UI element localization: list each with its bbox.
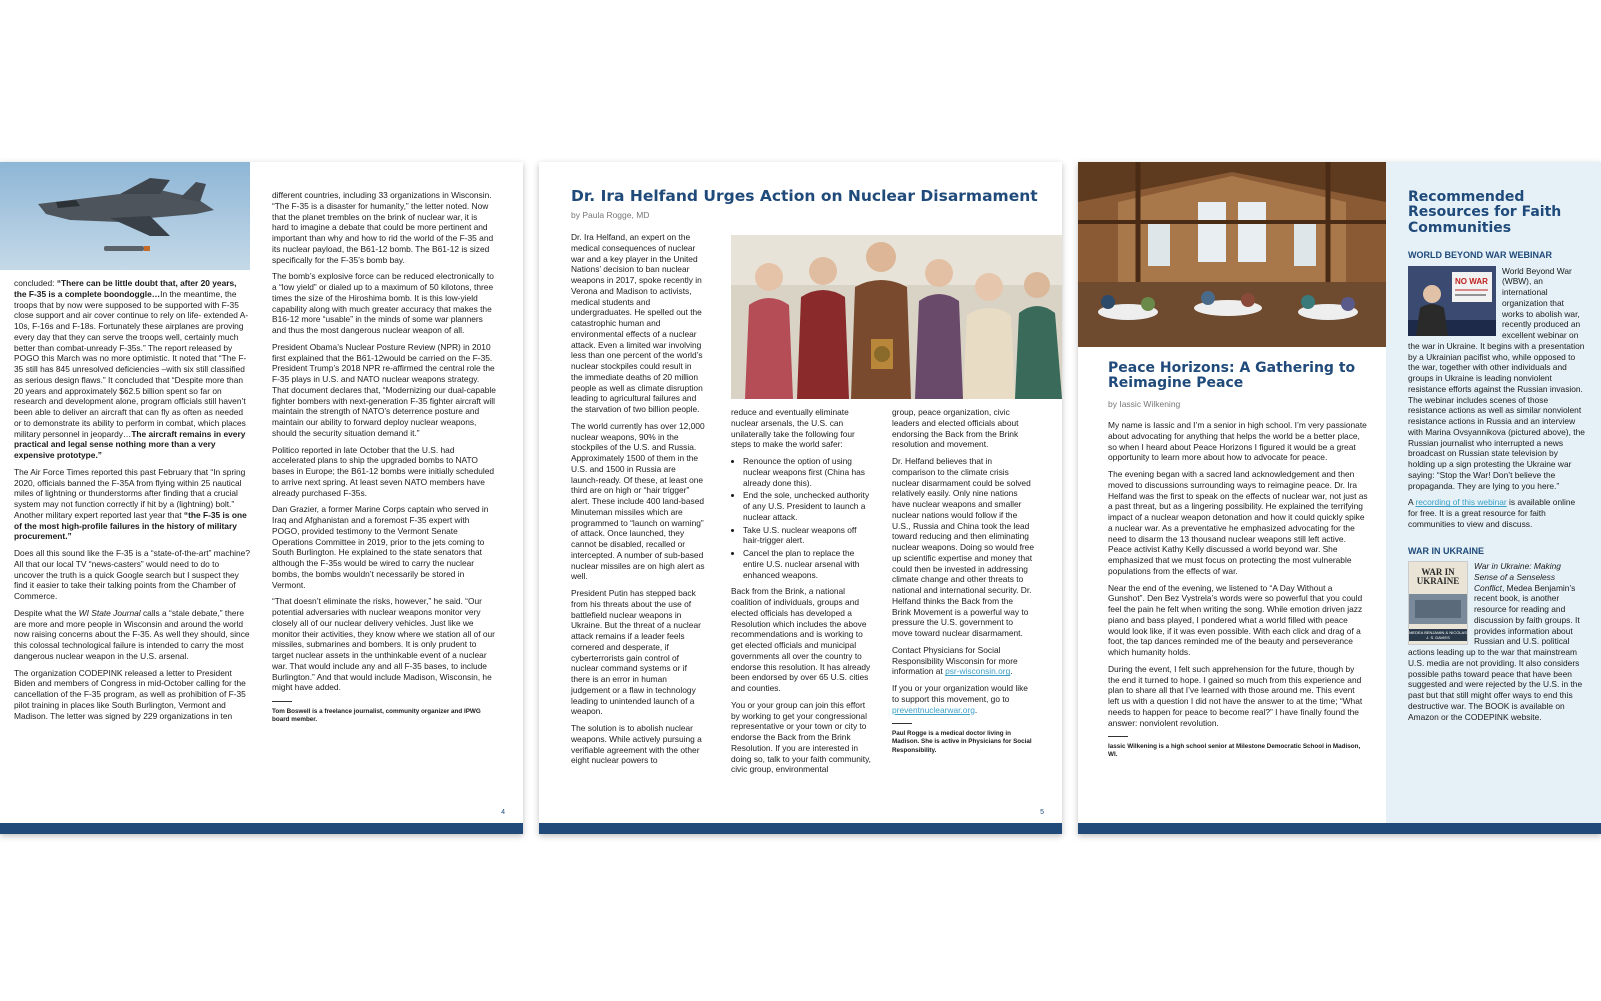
paragraph: “That doesn’t eliminate the risks, however,” he said. “Our potential adversaries with nuclear weapons monitor very closely all of our nuclear delivery vehicles. Just like we monitor their activities, they know where we station all of our missiles, submarines and bombers. It is only prudent to target nuclear assets in the unthinkable event of a nuclear war. That would include any and all F-35 bases, to include Burlington.” And that would include Madison, Wisconsin, he might have added. — [272, 596, 495, 693]
paragraph: Dr. Helfand believes that in comparison to the climate crisis nuclear disarmament could be solved relatively easily. Only nine nations have nuclear weapons and smaller nuclear nations would follow if the U.S., Russia and China took the lead toward reducing and then eliminating nuclear weapons. Doing so would free up scientific expertise and money that could then be invested in addressing climate change and other threats to national and international security. Dr. Helfand thinks the Back from the Brink Movement is a powerful way to pressure the U.S. government to move toward nuclear disarmament. — [892, 456, 1034, 638]
page6-column — [1108, 420, 1368, 760]
paragraph: The solution is to abolish nuclear weapons. While actively pursuing a verifiable agreement with the other eight nuclear powers to — [571, 723, 702, 766]
group-photo — [731, 235, 1062, 399]
sidebar-section-webinar — [1408, 250, 1586, 728]
list-item: • Renounce the option of using nuclear weapons first (China has already done this). — [743, 456, 871, 488]
list-item: • Take U.S. nuclear weapons off hair-trigger alert. — [743, 525, 871, 547]
paragraph: Does all this sound like the F-35 is a “state-of-the-art” machine? All that our local TV “news-casters” would need to do to uncover the truth is a quick Google search but I suspect they find it easier to take their talking points from the Chamber of Commerce. — [14, 548, 251, 601]
article-title: Dr. Ira Helfand Urges Action on Nuclear Disarmament — [571, 187, 1038, 205]
divider — [272, 701, 292, 702]
paragraph: My name is Iassic and I’m a senior in high school. I’m very passionate about advocating for anything that helps the world be a better place, so when I heard about Peace Horizons I figured it would be a great opportunity to learn more about how to advocate for peace. — [1108, 420, 1367, 463]
paragraph: Dan Grazier, a former Marine Corps captain who served in Iraq and Afghanistan and a foremost F-35 expert with POGO, provided testimony to the Vermont Senate Operations Committee in 2019, prior to the jets coming to South Burlington. He explained to the state senators that although the F-35s would be wired to carry the nuclear bombs, the bombs wouldn’t necessarily be stored in Vermont. — [272, 504, 489, 590]
footer-bar — [1078, 823, 1601, 834]
f35-jet-photo — [0, 162, 250, 270]
paragraph: The bomb’s explosive force can be reduced electronically to a “low yield” or dialed up to a maximum of 50 kilotons, three times the size of the Hiroshima bomb. It is this low-yield capability along with much greater accuracy that makes the B16-12 more “usable” in the minds of some war planners and thus the most dangerous nuclear weapon of all. — [272, 271, 494, 335]
paragraph: group, peace organization, civic leaders and elected officials about endorsing the Back from the Brink resolution and movement. — [892, 407, 1019, 450]
page-6 — [1078, 162, 1601, 834]
resources-sidebar — [1386, 162, 1601, 823]
paragraph: concluded: “There can be little doubt that, after 20 years, the F-35 is a complete boondoggle…In the meantime, the troops that by now were supposed to be supported with F-35 close support and air cover continue to rely on life- extended A-10s, F-16s and F-18s. Fortunately these airplanes are proving every day that they can serve the troops well, certainly much better than combat-unready F-35s.” The report released by POGO this March was no more optimistic. It noted that “The F-35 still has 845 unresolved deficiencies –with six still classified as serious design flaws.” It concluded that “Despite more than 20 years and approximately $62.5 billion spent so far on research and development alone, program officials still haven’t been able to deliver an aircraft that can fly as often as needed or to demonstrate its ability to perform in combat, which places military personnel in jeopardy…The aircraft remains in every practical and legal sense nothing more than a very expensive prototype.” — [14, 278, 249, 460]
author-bio: Paul Rogge is a medical doctor living in Madison. She is active in Physicians for Social Responsibility. — [892, 730, 1032, 754]
paragraph: The organization CODEPINK released a letter to President Biden and members of Congress in mid-October calling for the cancellation of the F-35 program, as well as prohibition of F-35 pilot training in places like South Burlington, Vermont and Madison. The letter was signed by 229 organizations in ten — [14, 667, 246, 721]
paragraph: If you or your organization would like to support this movement, go to preventnuclearwar.org. — [892, 683, 1028, 715]
byline: by Iassic Wilkening — [1108, 399, 1181, 409]
sidebar-title: Recommended Resources for Faith Communities — [1408, 189, 1562, 236]
page5-column-2 — [731, 407, 871, 781]
paragraph: Near the end of the evening, we listened to “A Day Without a Gunshot”. Den Bez Vystrela’s words were so powerful that you could feel the pain he felt when writing the song. While emotion driven jazz piano and bass played, I pondered what a world filled with peace would look like, if it was even possible. With each click and drag of a foot, the tap dances reminded me of the beauty and perseverance which humanity holds. — [1108, 582, 1363, 657]
paragraph: The Air Force Times reported this past February that “In spring 2020, officials banned the F-35A from flying within 25 nautical miles of lightning or thunderstorms after finding that a crucial system may not function correctly if hit by a (lightning) bolt.” Another military expert reported last year that “the F-35 is one of the most high-profile failures in the history of military procurement.” — [14, 466, 247, 542]
byline: by Paula Rogge, MD — [571, 210, 650, 220]
author-bio: Iassic Wilkening is a high school senior at Milestone Democratic School in Madison, WI. — [1108, 743, 1361, 759]
article-title: Peace Horizons: A Gathering to Reimagine Peace — [1108, 360, 1356, 392]
page-number: 5 — [1040, 809, 1044, 816]
gathering-hall-photo — [1078, 162, 1386, 347]
protest-sign-text: NO WAR — [1455, 276, 1488, 286]
page4-column-2 — [272, 190, 496, 724]
paragraph: President Obama’s Nuclear Posture Review (NPR) in 2010 first explained that the B61-12would be carried on the F-35. President Trump’s 2018 NPR re-affirmed the central role the F-35 plays in U.S. and NATO nuclear weapons strategy. That document declares that, “Modernizing our dual-capable fighter bombers with next-generation F-35 fighter aircraft will maintain the strength of NATO’s deterrence posture and maintain our ability to forward deploy nuclear weapons, should the security situation demand it.” — [272, 341, 496, 438]
page5-column-3 — [892, 407, 1034, 755]
prevent-nuclear-war-link[interactable]: preventnuclearwar.org — [892, 704, 975, 715]
psr-wisconsin-link[interactable]: psr-wisconsin.org — [945, 666, 1011, 677]
page-4 — [0, 162, 523, 834]
list-item: • Cancel the plan to replace the entire U.S. nuclear arsenal with enhanced weapons. — [743, 548, 871, 580]
paragraph: President Putin has stepped back from his threats about the use of battlefield nuclear weapons in Ukraine. But the threat of a nuclear attack remains if a leader feels cornered and desperate, if cyberterrorists gain control of nuclear command systems or if there is an error in human judgement or a flaw in technology leading to unintended launch of a weapon. — [571, 588, 701, 717]
paragraph: different countries, including 33 organizations in Wisconsin. “The F-35 is a disaster for humanity,” the letter noted. Now that the planet trembles on the brink of nuclear war, it is hard to imagine a debate that could be more pertinent and important than why and how to rid the world of the F-35 and its nuclear payload, the B61-12 bomb. The B61-12 is sized specifically for the F-35’s bomb bay. — [272, 190, 494, 265]
section-heading: WORLD BEYOND WAR WEBINAR — [1408, 250, 1552, 260]
paragraph: Despite what the WI State Journal calls a “stale debate,” there are more and more people in Wisconsin and around the world now raising concerns about the F-35. As well they should, since this colossal technological failure is intended to carry the most dangerous nuclear weapon in the U.S. arsenal. — [14, 607, 250, 661]
author-bio: Tom Boswell is a freelance journalist, community organizer and IPWG board member. — [272, 708, 481, 724]
paragraph: War in Ukraine: Making Sense of a Senseless Conflict, Medea Benjamin’s recent book, is another resource for reading and discussion by faith groups. It provides information about Russian and U.S. political actions leading up to the war that mainstream U.S. media are not providing. It also considers possible paths toward peace that have been suggested and were rejected by the U.S. in the past but that still might offer ways to end this destructive war. The BOOK is available on Amazon or the CODEPINK website. — [1408, 561, 1583, 722]
page-5 — [539, 162, 1062, 834]
paragraph: reduce and eventually eliminate nuclear arsenals, the U.S. can unilaterally take the following four steps to make the world safer: — [731, 407, 855, 450]
paragraph: The evening began with a sacred land acknowledgement and then moved to discussions surrounding ways to reimagine peace. Dr. Ira Helfand was the first to speak on the effects of nuclear war, not just as a past threat, but as a lingering possibility. He explained the terrifying impact of a nuclear weapon detonation and how it could quickly spike a nuclear war. As a preventative he emphasized advocating for the need to disarm the 13 thousand nuclear weapons still left active. Peace activist Kathy Kelly discussed a world beyond war. She emphasized that we must focus on protecting the most vulnerable populations from the effects of war. — [1108, 469, 1368, 576]
divider — [1108, 736, 1128, 737]
page4-column-1 — [14, 278, 250, 727]
webinar-thumbnail — [1408, 266, 1496, 336]
paragraph: Politico reported in late October that the U.S. had accelerated plans to ship the upgraded bombs to NATO bases in Europe; the B61-12 bombs were initially scheduled to arrive next spring. At least seven NATO members have already purchased F-35s. — [272, 444, 495, 498]
paragraph: You or your group can join this effort by working to get your congressional representative or your town or city to endorse the Back from the Brink Resolution. If you are interested in doing so, talk to your faith community, civic group, environmental — [731, 699, 871, 775]
paragraph: Dr. Ira Helfand, an expert on the medical consequences of nuclear war and a key player in the United Nations’ decision to ban nuclear weapons in 2017, spoke recently in Verona and Madison to activists, medical students and undergraduates. He spelled out the catastrophic human and environmental effects of a nuclear attack. Even a limited war involving less than one percent of the world’s nuclear stockpiles could result in the immediate deaths of 20 million people as well as climate disruption leading to agricultural failures and the starvation of two billion people. — [571, 232, 703, 414]
page5-column-1 — [571, 232, 705, 772]
book-cover-title: WAR IN UKRAINE — [1416, 567, 1460, 587]
paragraph: During the event, I felt such apprehension for the future, though by the end it turned to hope. I gained so much from this experience and plan to share all that I’ve learned with those around me. This event left us with a question I did not have the answer to at the time; “What needs to happen for peace to become real?” I have finally found the answer: nonviolent revolution. — [1108, 663, 1363, 728]
book-cover-authors: MEDEA BENJAMIN & NICOLAS J. S. DAVIES — [1409, 629, 1467, 640]
webinar-recording-link[interactable]: recording of this webinar — [1415, 497, 1507, 508]
footer-bar — [0, 823, 523, 834]
list-item: • End the sole, unchecked authority of any U.S. President to launch a nuclear attack. — [743, 490, 871, 522]
section-heading: WAR IN UKRAINE — [1408, 545, 1484, 556]
bullet-list — [731, 456, 871, 580]
paragraph: The world currently has over 12,000 nuclear weapons, 90% in the stockpiles of the U.S. and Russia. Approximately 1500 of them in the U.S. and 1500 in Russia are launch-ready. Of these, at least one third are on high or “hair trigger” alert. These include 400 land-based Minuteman missiles which are programmed to “launch on warning” of attack. Once launched, they cannot be disabled, recalled or intercepted. A number of sub-based nuclear missiles are on high alert as well. — [571, 420, 705, 582]
book-cover — [1408, 561, 1468, 645]
divider — [892, 723, 912, 724]
paragraph: World Beyond War (WBW), an international organization that works to abolish war, recently produced an excellent webinar on the war in Ukraine. It begins with a presentation by a Ukrainian pacifist who, while opposed to the war, together with other individuals and groups in Ukraine is leading nonviolent resistance efforts against the Russian invasion. The webinar includes scenes of those resistance actions as well as similar nonviolent resistance actions in Russia and an interview with Marina Ovsyannikova (pictured above), the Russian journalist who interrupted a news broadcast on Russian state television by holding up a sign protesting the Ukraine war saying: “Stop the War! Don’t believe the propaganda. They are lying to you here.” — [1408, 265, 1585, 491]
paragraph: A recording of this webinar is available online for free. It is a great resource for faith communities to view and discuss. — [1408, 497, 1576, 529]
footer-bar — [539, 823, 1062, 834]
paragraph: Back from the Brink, a national coalition of individuals, groups and elected officials has developed a Resolution which includes the above recommendations and is working to get elected officials and municipal governments all over the country to endorse this resolution. It has already been endorsed by over 65 U.S. cities and counties. — [731, 586, 871, 693]
paragraph: Contact Physicians for Social Responsibility Wisconsin for more information at psr-wisconsin.org. — [892, 644, 1018, 677]
page-number: 4 — [501, 809, 505, 816]
